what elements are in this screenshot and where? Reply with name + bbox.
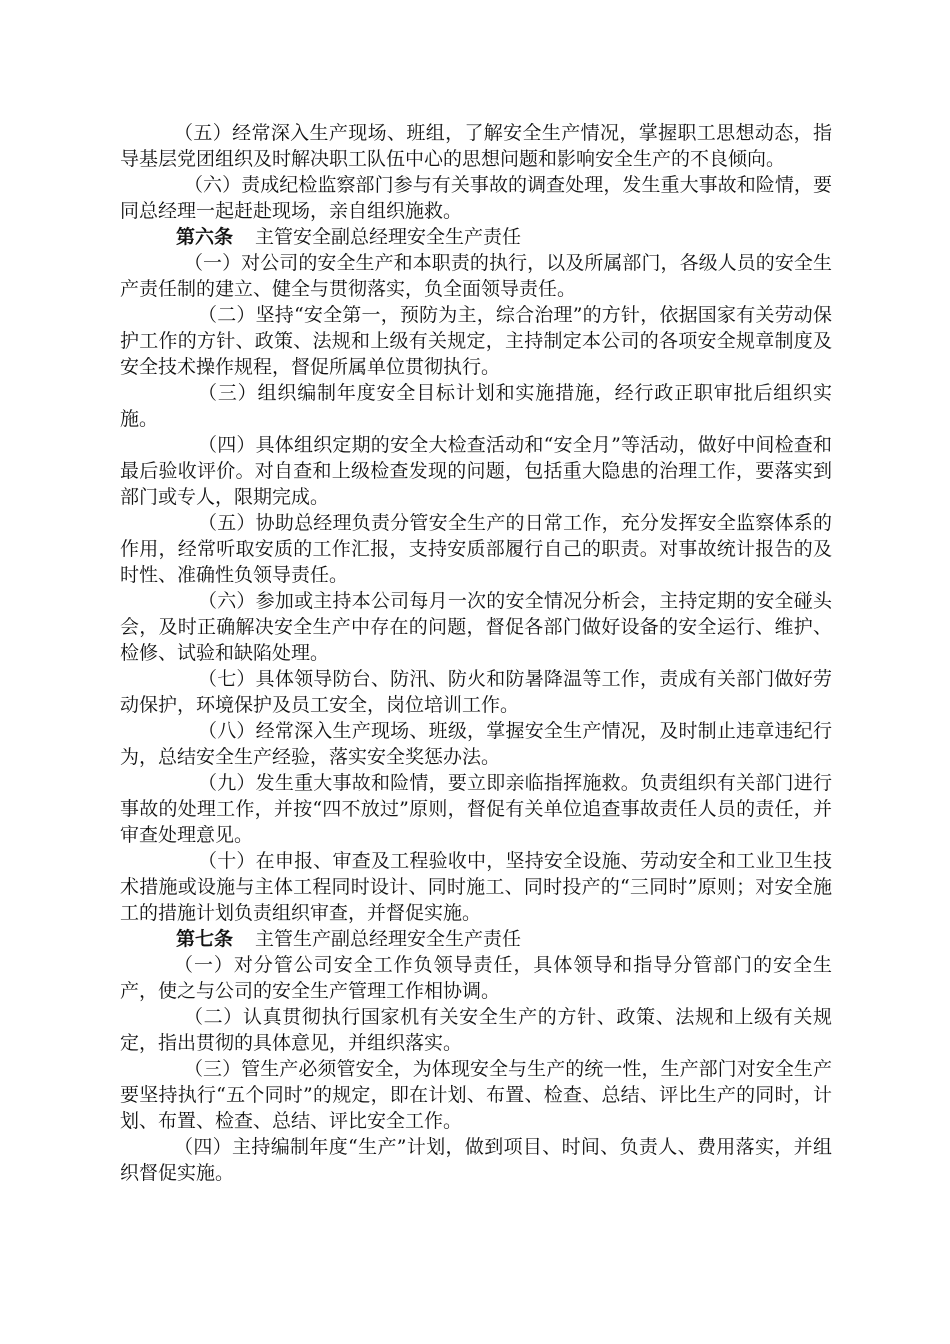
clause-paragraph: （一）对公司的安全生产和本职责的执行，以及所属部门，各级人员的安全生产责任制的建立、健全与贯彻落实，负全面领导责任。	[120, 252, 832, 300]
article-title: 主管生产副总经理安全生产责任	[255, 928, 522, 950]
clause-paragraph: （一）对分管公司安全工作负领导责任，具体领导和指导分管部门的安全生产，使之与公司的安全生产管理工作相协调。	[120, 954, 832, 1002]
clause-paragraph: （四）主持编制年度“生产”计划，做到项目、时间、负责人、费用落实，并组织督促实施。	[120, 1136, 832, 1184]
clause-paragraph: （七）具体领导防台、防汛、防火和防暑降温等工作，责成有关部门做好劳动保护，环境保护及员工安全，岗位培训工作。	[120, 668, 832, 716]
clause-paragraph: （三）管生产必须管安全，为体现安全与生产的统一性，生产部门对安全生产要坚持执行“五个同时”的规定，即在计划、布置、检查、总结、评比生产的同时，计划、布置、检查、总结、评比安全工作。	[120, 1058, 832, 1132]
article-title: 主管安全副总经理安全生产责任	[255, 226, 522, 248]
clause-paragraph: （四）具体组织定期的安全大检查活动和“安全月”等活动，做好中间检查和最后验收评价。对自查和上级检查发现的问题，包括重大隐患的治理工作，要落实到部门或专人，限期完成。	[120, 434, 832, 508]
article-heading	[120, 926, 832, 952]
article-number: 第七条	[176, 928, 234, 950]
clause-paragraph: （二）坚持“安全第一，预防为主，综合治理”的方针，依据国家有关劳动保护工作的方针、政策、法规和上级有关规定，主持制定本公司的各项安全规章制度及安全技术操作规程，督促所属单位贯彻执行。	[120, 304, 832, 378]
clause-paragraph: （五）经常深入生产现场、班组，了解安全生产情况，掌握职工思想动态，指导基层党团组织及时解决职工队伍中心的思想问题和影响安全生产的不良倾向。	[120, 122, 832, 170]
clause-paragraph: （五）协助总经理负责分管安全生产的日常工作，充分发挥安全监察体系的作用，经常听取安质的工作汇报，支持安质部履行自己的职责。对事故统计报告的及时性、准确性负领导责任。	[120, 512, 832, 586]
clause-paragraph: （十）在申报、审查及工程验收中，坚持安全设施、劳动安全和工业卫生技术措施或设施与主体工程同时设计、同时施工、同时投产的“三同时”原则；对安全施工的措施计划负责组织审查，并督促实施。	[120, 850, 832, 924]
document-body	[120, 120, 832, 1186]
clause-paragraph: （八）经常深入生产现场、班级，掌握安全生产情况，及时制止违章违纪行为，总结安全生产经验，落实安全奖惩办法。	[120, 720, 832, 768]
clause-paragraph: （六）责成纪检监察部门参与有关事故的调查处理，发生重大事故和险情，要同总经理一起赶赴现场，亲自组织施救。	[120, 174, 832, 222]
clause-paragraph: （六）参加或主持本公司每月一次的安全情况分析会，主持定期的安全碰头会，及时正确解决安全生产中存在的问题，督促各部门做好设备的安全运行、维护、检修、试验和缺陷处理。	[120, 590, 832, 664]
clause-paragraph: （二）认真贯彻执行国家机有关安全生产的方针、政策、法规和上级有关规定，指出贯彻的具体意见，并组织落实。	[120, 1006, 832, 1054]
clause-paragraph: （三）组织编制年度安全目标计划和实施措施，经行政正职审批后组织实施。	[120, 382, 832, 430]
article-heading	[120, 224, 832, 250]
article-number: 第六条	[176, 226, 234, 248]
clause-paragraph: （九）发生重大事故和险情，要立即亲临指挥施救。负责组织有关部门进行事故的处理工作，并按“四不放过”原则，督促有关单位追查事故责任人员的责任，并审查处理意见。	[120, 772, 832, 846]
